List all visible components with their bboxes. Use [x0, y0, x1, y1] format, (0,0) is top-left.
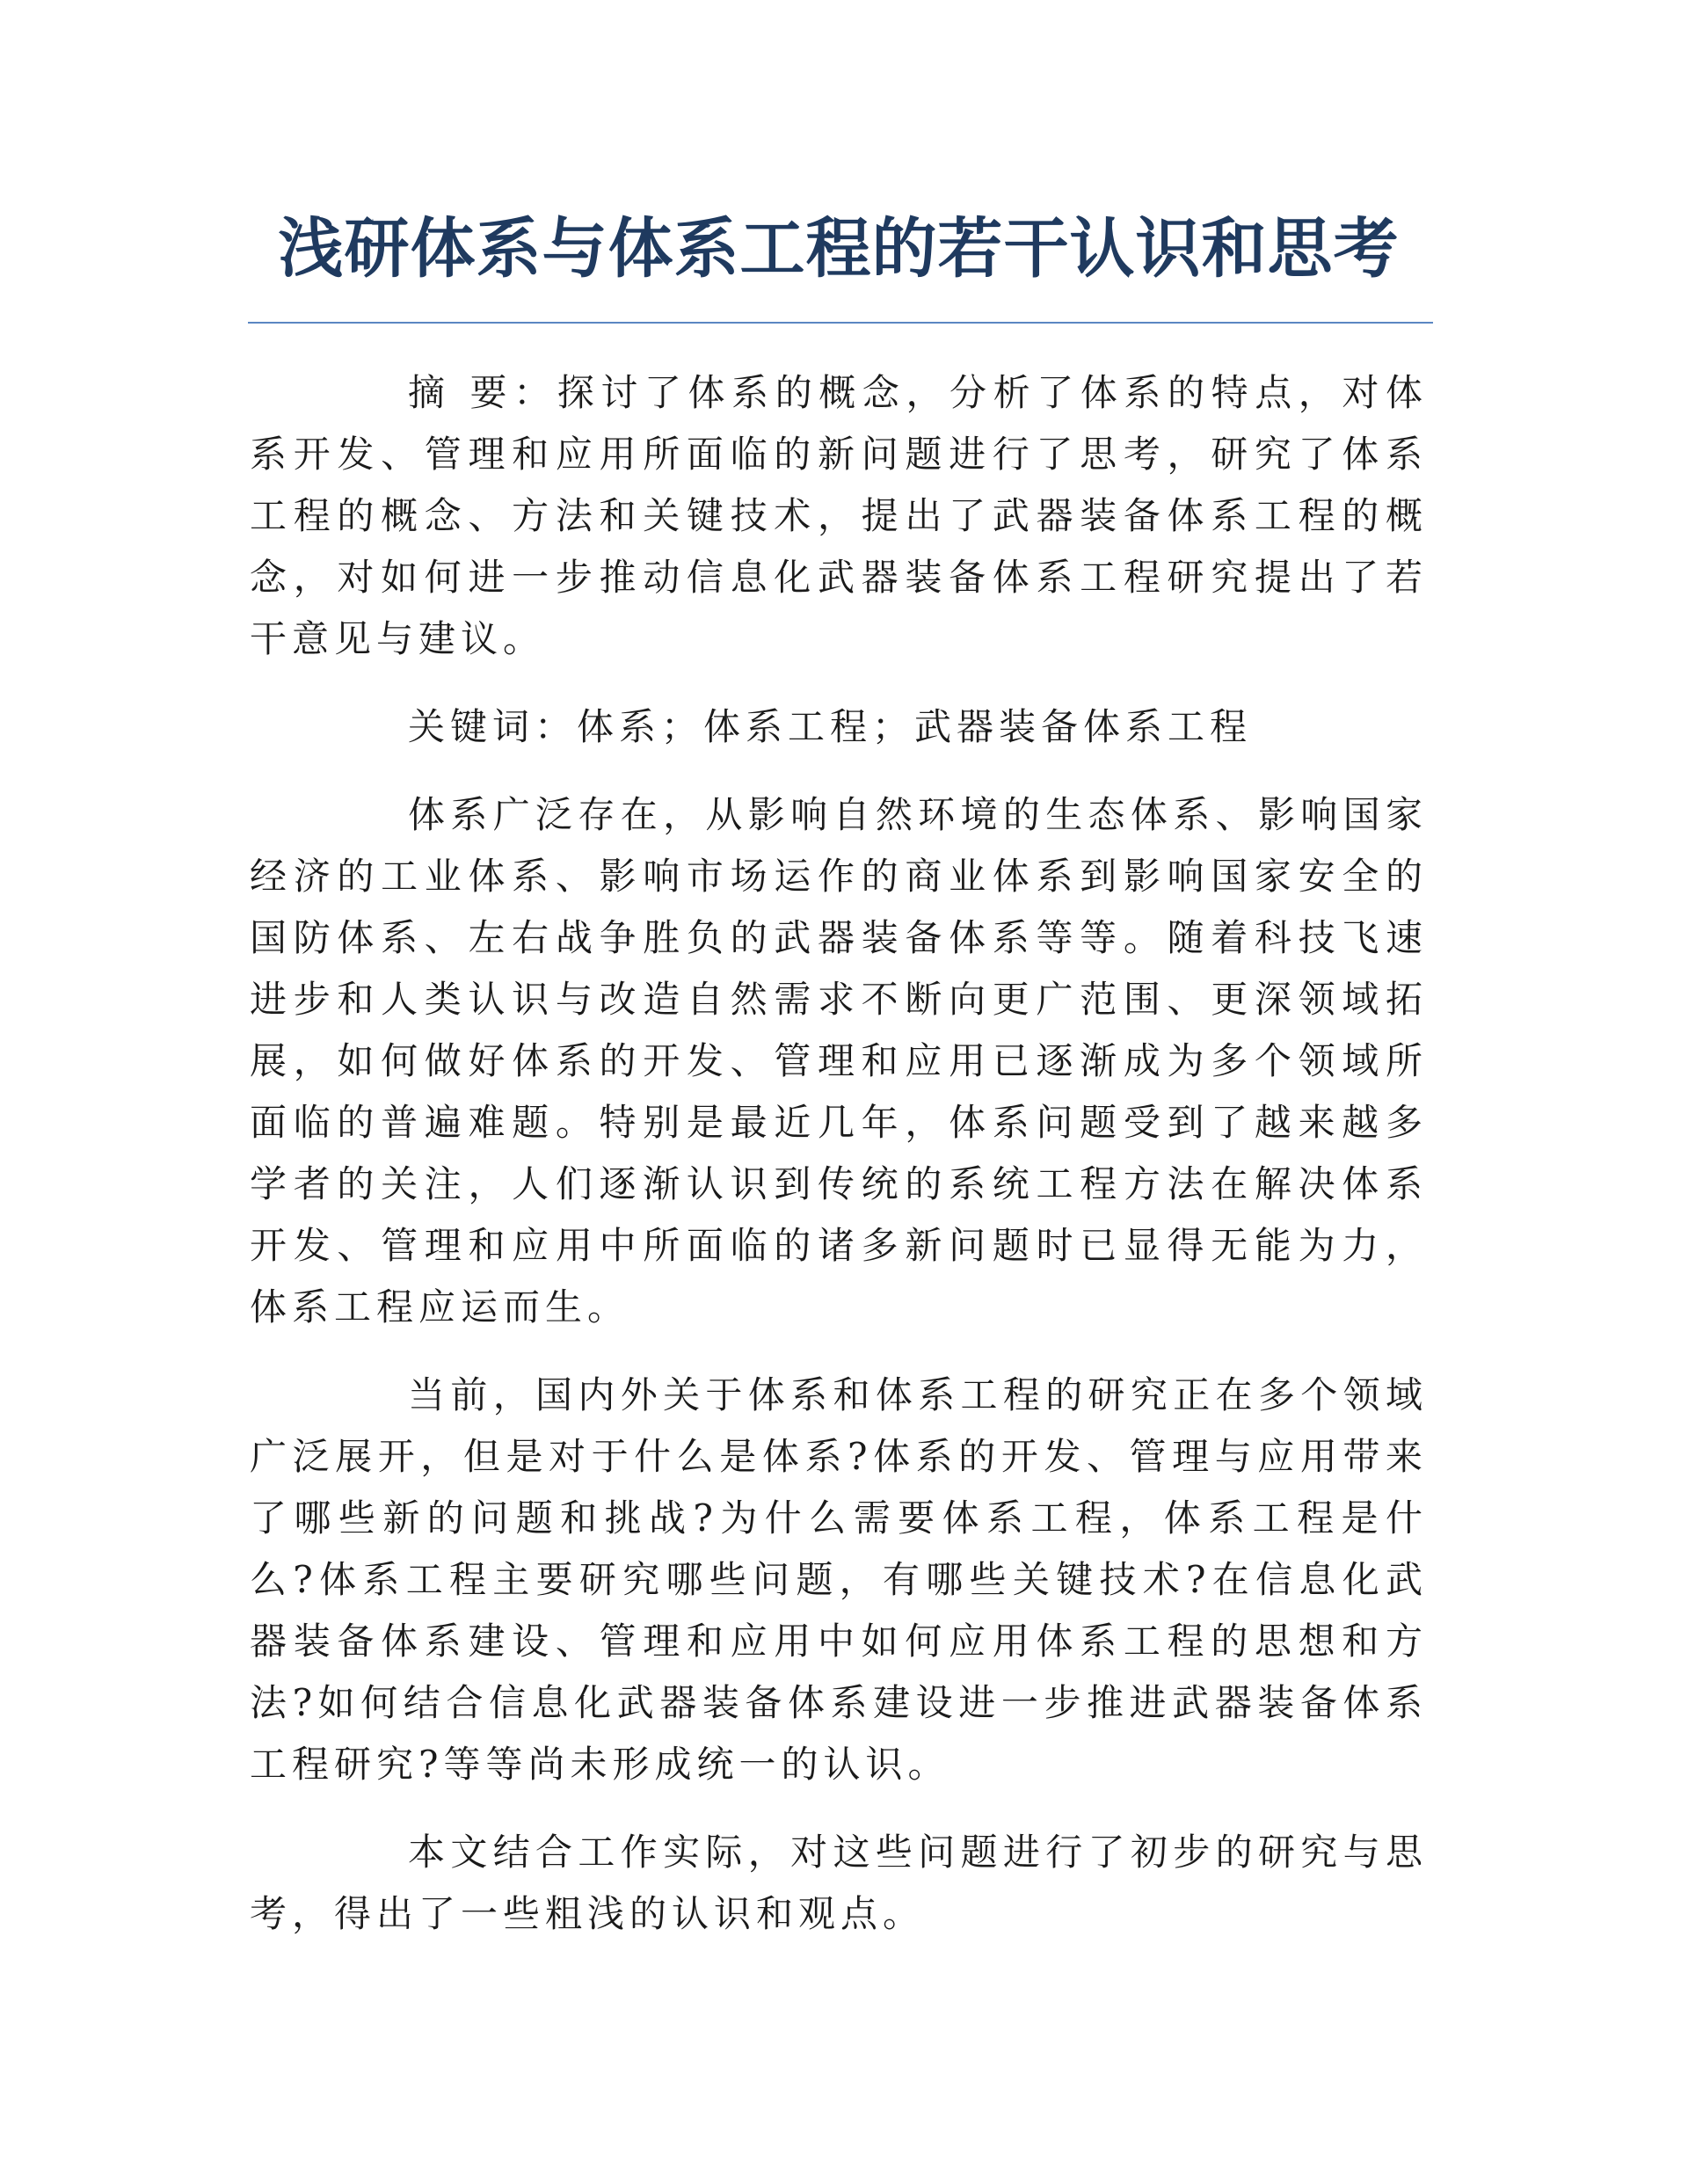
- body-paragraph: 本文结合工作实际，对这些问题进行了初步的研究与思考，得出了一些粗浅的认识和观点。: [250, 1831, 1428, 1935]
- document-body: [250, 362, 1428, 1971]
- keywords-paragraph: 关键词：体系；体系工程；武器装备体系工程: [408, 705, 1253, 748]
- body-paragraph: 体系广泛存在，从影响自然环境的生态体系、影响国家经济的工业体系、影响市场运作的商业体系到影响国家安全的国防体系、左右战争胜负的武器装备体系等等。随着科技飞速进步和人类认识与改造自然需求不断向更广范围、更深领域拓展，如何做好体系的开发、管理和应用已逐渐成为多个领域所面临的普遍难题。特别是最近几年，体系问题受到了越来越多学者的关注，人们逐渐认识到传统的系统工程方法在解决体系开发、管理和应用中所面临的诸多新问题时已显得无能为力，体系工程应运而生。: [250, 793, 1428, 1329]
- abstract-paragraph: 摘 要：探讨了体系的概念，分析了体系的特点，对体系开发、管理和应用所面临的新问题进行了思考，研究了体系工程的概念、方法和关键技术，提出了武器装备体系工程的概念，对如何进一步推动信息化武器装备体系工程研究提出了若干意见与建议。: [250, 371, 1428, 660]
- document-title: 浅研体系与体系工程的若干认识和思考: [278, 211, 1400, 287]
- title-divider: [248, 322, 1433, 324]
- body-paragraph: 当前，国内外关于体系和体系工程的研究正在多个领域广泛展开，但是对于什么是体系?体系的开发、管理与应用带来了哪些新的问题和挑战?为什么需要体系工程，体系工程是什么?体系工程主要研究哪些问题，有哪些关键技术?在信息化武器装备体系建设、管理和应用中如何应用体系工程的思想和方法?如何结合信息化武器装备体系建设进一步推进武器装备体系工程研究?等等尚未形成统一的认识。: [250, 1373, 1428, 1786]
